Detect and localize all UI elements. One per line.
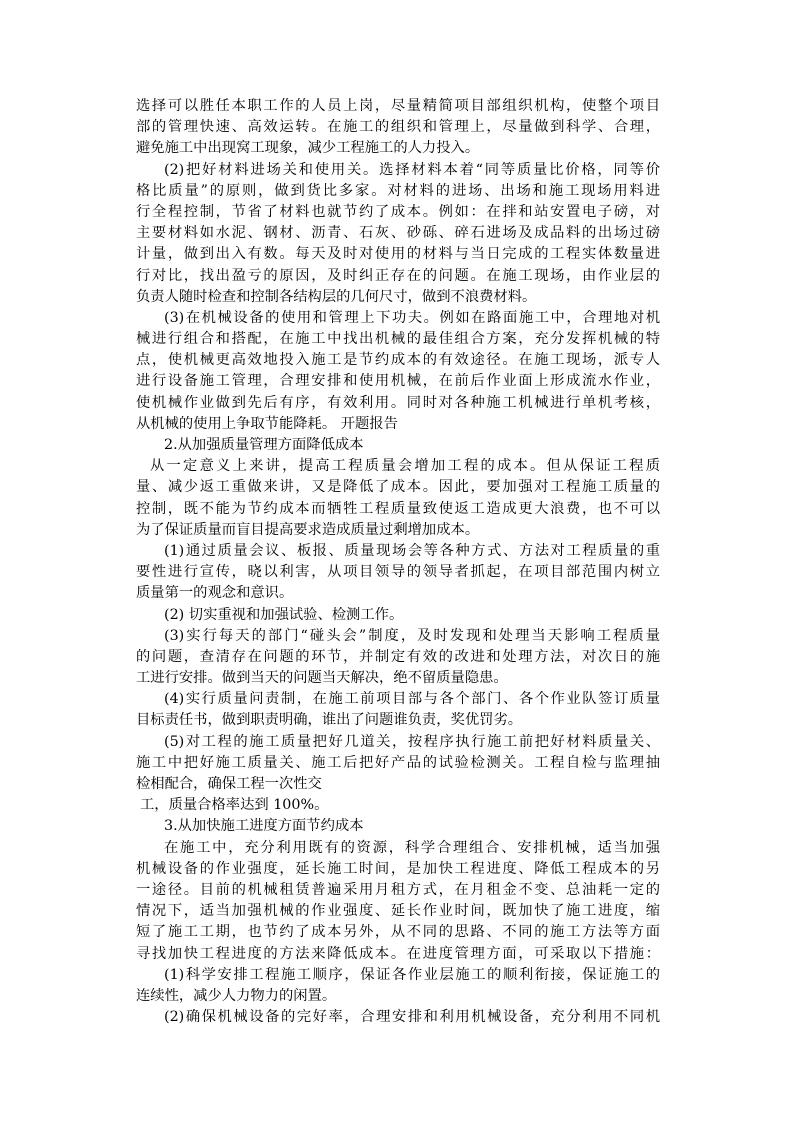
text-line: (5)对工程的施工质量把好几道关，按程序执行施工前把好材料质量关、 <box>164 733 660 750</box>
text-line: 格比质量”的原则，做到货比多家。对材料的进场、出场和施工现场用料进 <box>136 182 660 199</box>
text-line: 检相配合，确保工程一次性交 <box>136 776 322 792</box>
text-line: 情况下，适当加强机械的作业强度、延长作业时间，既加快了施工进度，缩 <box>136 903 660 920</box>
text-line: 使机械作业做到先后有序，有效利用。同时对各种施工机械进行单机考核， <box>136 394 660 411</box>
text-line: 部的管理快速、高效运转。在施工的组织和管理上，尽量做到科学、合理， <box>136 119 660 136</box>
text-line: 质量第一的观念和意识。 <box>136 585 294 602</box>
text-line: (4)实行质量问责制，在施工前项目部与各个部门、各个作业队签订质量 <box>164 691 660 708</box>
text-line: 工进行安排。做到当天的问题当天解决，绝不留质量隐患。 <box>136 670 508 687</box>
text-line: 目标责任书，做到职责明确，谁出了问题谁负责，奖优罚劣。 <box>136 712 523 729</box>
text-line: 进行设备施工管理，合理安排和使用机械，在前后作业面上形成流水作业， <box>136 373 660 390</box>
text-line: 寻找加快工程进度的方法来降低成本。在进度管理方面，可采取以下措施： <box>136 945 660 962</box>
text-line: 避免施工中出现窝工现象，减少工程施工的人力投入。 <box>136 140 480 157</box>
text-line: 2.从加强质量管理方面降低成本 <box>164 437 364 453</box>
text-line: 为了保证质量而盲目提高要求造成质量过剩增加成本。 <box>136 521 480 538</box>
text-line: 在施工中，充分利用既有的资源，科学合理组合、安排机械，适当加强 <box>164 839 660 856</box>
text-line: (2) 切实重视和加强试验、检测工作。 <box>164 606 404 623</box>
text-line: 行全程控制，节省了材料也就节约了成本。例如：在拌和站安置电子磅，对 <box>136 203 660 220</box>
text-line: 量、减少返工重做来讲，又是降低了成本。因此，要加强对工程施工质量的 <box>136 479 660 496</box>
text-line: (1)通过质量会议、板报、质量现场会等各种方式、方法对工程质量的重 <box>164 542 660 559</box>
text-line: 械进行组合和搭配，在施工中找出机械的最佳组合方案，充分发挥机械的特 <box>136 331 660 348</box>
text-line: 控制，既不能为节约成本而牺牲工程质量致使返工造成更大浪费，也不可以 <box>136 500 660 517</box>
text-line: (3)实行每天的部门“碰头会”制度，及时发现和处理当天影响工程质量 <box>164 627 660 644</box>
text-line: 短了施工工期，也节约了成本另外，从不同的思路、不同的施工方法等方面 <box>136 924 660 941</box>
text-line: (2)确保机械设备的完好率，合理安排和利用机械设备，充分利用不同机 <box>164 1009 660 1026</box>
text-line: 施工中把好施工质量关、施工后把好产品的试验检测关。工程自检与监理抽 <box>136 754 660 771</box>
text-line: 从一定意义上来讲，提高工程质量会增加工程的成本。但从保证工程质 <box>150 458 660 475</box>
text-line: 的问题，查清存在问题的环节，并制定有效的改进和处理方法，对次日的施 <box>136 648 660 665</box>
text-line: (1)科学安排工程施工顺序，保证各作业层施工的顺利衔接，保证施工的 <box>164 966 660 983</box>
text-line: 计量，做到出入有数。每天及时对使用的材料与当日完成的工程实体数量进 <box>136 246 660 263</box>
document-page <box>136 96 660 1028</box>
text-line: 3.从加快施工进度方面节约成本 <box>164 818 364 835</box>
text-line: 一途径。目前的机械租赁普遍采用月租方式，在月租金不变、总油耗一定的 <box>136 881 660 898</box>
text-line: 要性进行宣传，晓以利害，从项目领导的领导者抓起，在项目部范围内树立 <box>136 564 660 581</box>
text-line: (2)把好材料进场关和使用关。选择材料本着“同等质量比价格，同等价 <box>164 161 660 178</box>
text-line: 主要材料如水泥、钢材、沥青、石灰、砂砾、碎石进场及成品料的出场过磅 <box>136 225 660 242</box>
text-line: 选择可以胜任本职工作的人员上岗，尽量精简项目部组织机构，使整个项目 <box>136 98 660 114</box>
text-line: 机械设备的作业强度，延长施工时间，是加快工程进度、降低工程成本的另 <box>136 860 660 877</box>
text-line: 点，使机械更高效地投入施工是节约成本的有效途径。在施工现场，派专人 <box>136 352 660 369</box>
text-line: 行对比，找出盈亏的原因，及时纠正存在的问题。在施工现场，由作业层的 <box>136 267 660 284</box>
text-line: 工，质量合格率达到 100%。 <box>140 797 329 814</box>
text-line: 负责人随时检查和控制各结构层的几何尺寸，做到不浪费材料。 <box>136 288 537 305</box>
text-line: 连续性，减少人力物力的闲置。 <box>136 987 337 1004</box>
text-line: (3)在机械设备的使用和管理上下功夫。例如在路面施工中，合理地对机 <box>164 309 660 326</box>
text-line: 从机械的使用上争取节能降耗。 开题报告 <box>136 415 398 432</box>
